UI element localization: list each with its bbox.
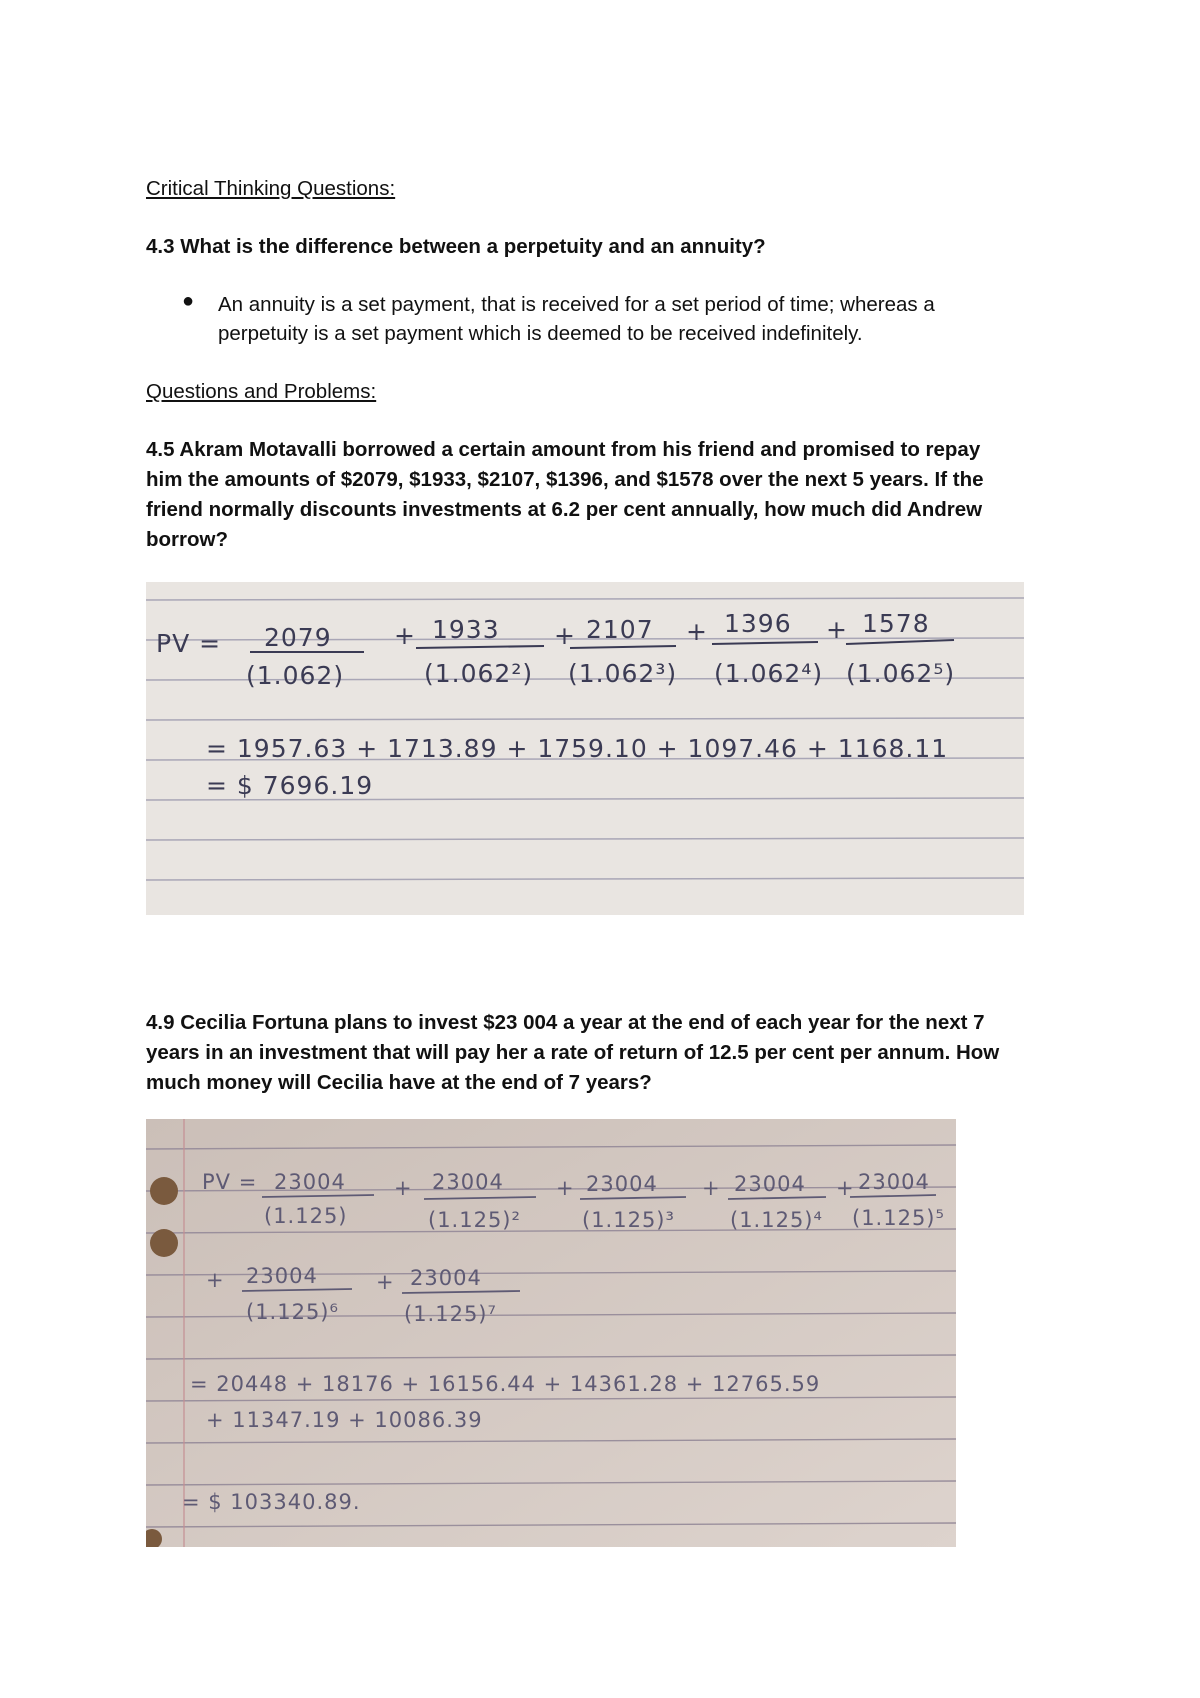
question-4-9-line-2: years in an investment that will pay her a rate of return of 12.5 per cent per annum. How	[146, 1041, 1000, 1064]
plus-b: +	[556, 1176, 575, 1200]
numerator-2: 1933	[432, 615, 500, 644]
pv-label: PV =	[156, 629, 222, 658]
plus-3: +	[686, 617, 708, 646]
answer-line-2: perpetuity is a set payment which is deemed to be received indefinitely.	[218, 322, 863, 345]
question-4-9-line-3: much money will Cecilia have at the end of 7 years?	[146, 1071, 652, 1094]
calc-result-line: = $ 7696.19	[206, 771, 374, 800]
plus-4: +	[826, 615, 848, 644]
numerator-1: 2079	[264, 623, 332, 652]
plus-a: +	[394, 1176, 413, 1200]
question-4-5-line-1: 4.5 Akram Motavalli borrowed a certain amount from his friend and promised to repay	[146, 438, 981, 461]
numerator-e: 23004	[858, 1170, 930, 1194]
numerator-5: 1578	[862, 609, 930, 638]
answer-line-1: An annuity is a set payment, that is received for a set period of time; whereas a	[218, 293, 935, 316]
numerator-4: 1396	[724, 609, 792, 638]
calc-result-line-2: = $ 103340.89.	[182, 1490, 361, 1514]
calc-line-2: = 1957.63 + 1713.89 + 1759.10 + 1097.46 + 1168.11	[206, 734, 949, 763]
plus-c: +	[702, 1176, 721, 1200]
bullet-icon: ●	[182, 290, 195, 312]
calc-line-3: = 20448 + 18176 + 16156.44 + 14361.28 + 12765.59	[190, 1372, 821, 1396]
denominator-3: (1.062³)	[568, 659, 678, 688]
pv-label-2: PV =	[202, 1170, 258, 1194]
question-4-5-line-3: friend normally discounts investments at 6.2 per cent annually, how much did Andrew	[146, 498, 983, 521]
denominator-e: (1.125)⁵	[852, 1206, 945, 1230]
calc-line-4: + 11347.19 + 10086.39	[206, 1408, 483, 1432]
numerator-c: 23004	[586, 1172, 658, 1196]
binder-hole-1	[150, 1177, 178, 1205]
binder-hole-2	[150, 1229, 178, 1257]
denominator-4: (1.062⁴)	[714, 659, 824, 688]
numerator-b: 23004	[432, 1170, 504, 1194]
critical-thinking-heading: Critical Thinking Questions:	[146, 177, 396, 200]
numerator-g: 23004	[410, 1266, 482, 1290]
plus-e: +	[206, 1268, 225, 1292]
plus-d: +	[836, 1176, 855, 1200]
question-4-5-line-4: borrow?	[146, 528, 228, 551]
denominator-g: (1.125)⁷	[404, 1302, 497, 1326]
plus-f: +	[376, 1270, 395, 1294]
handwritten-photo-2	[146, 1119, 956, 1547]
question-4-5-line-2: him the amounts of $2079, $1933, $2107, $1396, and $1578 over the next 5 years. If the	[146, 468, 984, 491]
denominator-5: (1.062⁵)	[846, 659, 956, 688]
denominator-1: (1.062)	[246, 661, 345, 690]
plus-1: +	[394, 621, 416, 650]
denominator-2: (1.062²)	[424, 659, 534, 688]
denominator-b: (1.125)²	[428, 1208, 521, 1232]
denominator-f: (1.125)⁶	[246, 1300, 339, 1324]
numerator-f: 23004	[246, 1264, 318, 1288]
denominator-a: (1.125)	[264, 1204, 348, 1228]
question-4-3: 4.3 What is the difference between a perpetuity and an annuity?	[146, 235, 766, 258]
numerator-a: 23004	[274, 1170, 346, 1194]
numerator-3: 2107	[586, 615, 654, 644]
denominator-d: (1.125)⁴	[730, 1208, 823, 1232]
numerator-d: 23004	[734, 1172, 806, 1196]
handwritten-photo-1	[146, 582, 1024, 915]
question-4-9-line-1: 4.9 Cecilia Fortuna plans to invest $23 004 a year at the end of each year for the next 7	[146, 1011, 985, 1034]
questions-problems-heading: Questions and Problems:	[146, 380, 377, 403]
denominator-c: (1.125)³	[582, 1208, 675, 1232]
plus-2: +	[554, 621, 576, 650]
